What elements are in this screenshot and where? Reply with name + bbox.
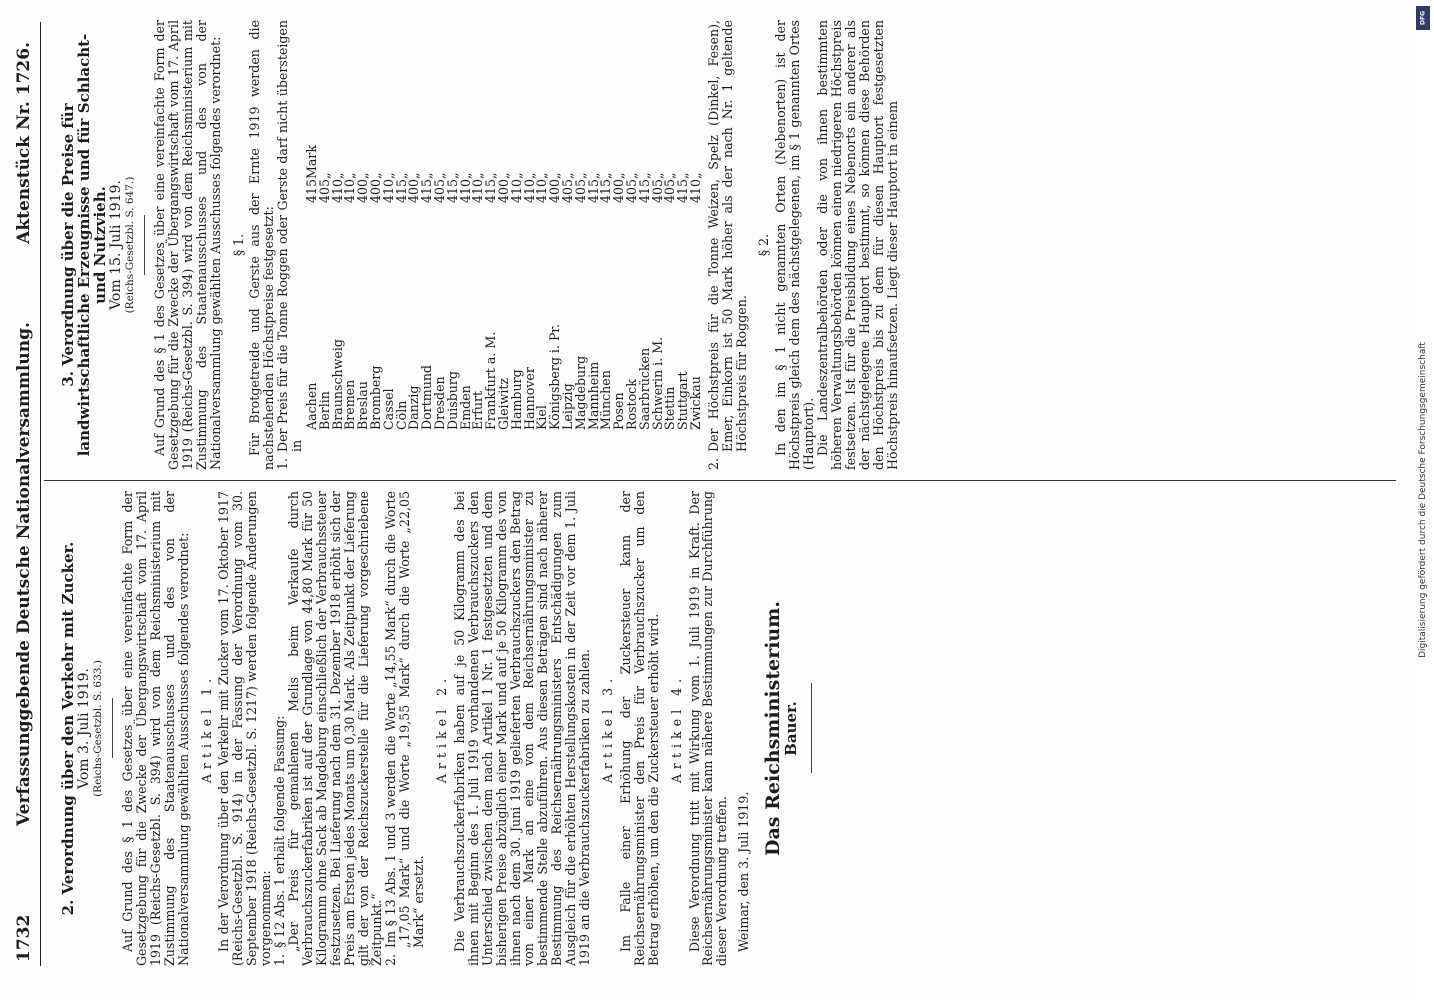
header-title: Verfassunggebende Deutsche Nationalversammlung. — [14, 322, 34, 826]
price-unit: „ — [444, 172, 460, 179]
article-1-heading: Artikel 1. — [198, 673, 214, 784]
right-column — [46, 20, 1396, 470]
section-2-heading: § 2. — [756, 233, 772, 257]
right-title: 3. Verordnung über die Preise für landwirtschaftliche Erzeugnisse und für Schlacht- und Nutzvieh. — [59, 33, 109, 457]
article-3-heading: Artikel 3. — [600, 673, 615, 784]
price-unit: „ — [675, 172, 691, 179]
digitization-text: Digitalisierung gefördert durch die Deutsche Forschungsgemeinschaft — [1418, 342, 1428, 658]
city-price: 400 — [547, 179, 563, 204]
ministry-title: Das Reichsministerium. — [762, 601, 785, 856]
city-price: 400 — [355, 179, 371, 204]
price-unit: „ — [560, 172, 575, 179]
price-unit: „ — [636, 172, 652, 179]
city-name: Emden — [457, 385, 473, 430]
price-unit: „ — [342, 172, 358, 179]
item-text: Im § 13 Abs. 1 und 3 werden die Worte „14,55 Mark“ durch die Worte „17,05 Mark“ und die Worte „19,55 Mark“ durch die Worte „22,05 Mark“ ersetzt. — [383, 491, 427, 948]
column-divider — [44, 480, 1396, 481]
city-price: 400 — [611, 179, 627, 204]
right-reference: (Reichs-Gesetzbl. S. 647.) — [124, 176, 136, 314]
city-price: 410 — [329, 179, 345, 204]
price-unit: „ — [598, 172, 614, 179]
city-name: Cöln — [393, 400, 409, 430]
city-price: 400 — [368, 179, 384, 204]
city-name: Königsberg i. Pr. — [547, 323, 563, 430]
rotated-page-content — [4, 8, 1404, 988]
divider — [112, 699, 113, 759]
city-price: 405 — [572, 179, 588, 204]
price-unit: „ — [419, 172, 435, 179]
city-price: 405 — [316, 179, 332, 204]
city-price: 410 — [457, 179, 473, 204]
city-name: Hannover — [521, 367, 537, 430]
city-price: 410 — [342, 179, 358, 204]
city-name: Rostock — [623, 379, 639, 430]
left-column — [46, 491, 1396, 966]
city-price: 400 — [406, 179, 422, 204]
article-4-text: Diese Verordnung tritt mit Wirkung vom 1. Juli 1919 in Kraft. Der Reichsernährungsminister kann nähere Bestimmungen zur Durchführung dieser Verordnung treffen. — [686, 491, 730, 966]
city-name: Frankfurt a. M. — [483, 331, 499, 430]
city-price: 415 — [419, 179, 435, 204]
divider — [144, 215, 145, 275]
left-intro: Auf Grund des § 1 des Gesetzes über eine vereinfachte Form der Gesetzgebung für die Zwecke der Übergangswirtschaft vom 17. April 1919 (Reichs-Gesetzbl. S. 394) wird von dem Reichsministerium mit Zustimmung des Staatenausschusses und des von der Nationalversammlung gewählten Ausschusses folgendes verordnet: — [120, 491, 191, 966]
city-name: Kiel — [534, 405, 550, 430]
city-price: 415 — [675, 179, 691, 204]
city-price: 410 — [534, 179, 550, 204]
price-unit: „ — [380, 172, 396, 179]
digitization-note — [1408, 0, 1434, 1000]
page-header — [16, 22, 41, 966]
city-name: Leipzig — [560, 383, 575, 430]
left-date: Vom 3. Juli 1919. — [76, 668, 92, 789]
item-number: 2. — [705, 457, 721, 470]
aktenstueck-number: Aktenstück Nr. 1726. — [14, 42, 34, 244]
scanned-page — [1, 1, 1410, 998]
right-date: Vom 15. Juli 1919. — [108, 180, 124, 310]
price-unit: „ — [611, 172, 627, 179]
city-name: Dresden — [432, 376, 448, 430]
city-price: 415 — [304, 179, 320, 204]
city-price: 415 — [636, 179, 652, 204]
city-name: Schwerin i. M. — [649, 336, 665, 430]
city-name: Hamburg — [508, 369, 524, 430]
article-1-item-1 — [273, 491, 287, 966]
left-reference: (Reichs-Gesetzbl. S. 633.) — [92, 660, 104, 797]
section-2-text-1: In den im § 1 nicht genannten Orten (Nebenorten) ist der Höchstpreis gleich dem des nächstgelegenen, im § 1 genannten Ortes (Hauptort). — [773, 20, 817, 470]
article-2-text: Die Verbrauchszuckerfabriken haben auf je 50 Kilogramm des bei ihnen mit Beginn des 1. Juli 1919 vorhandenen Verbrauchszuckers den Unterschied zwischen dem nach Artikel 1 Nr. 1 festgesetzten und dem bisherigen Preise abzüglich einer Mark und auf je 50 Kilogramm des von ihnen nach dem 30. Juni 1919 gelieferten Verbrauchszuckers den Betrag von einer Mark an eine von dem Reichsernährungsminister zu bestimmende Stelle abzuführen. Aus diesen Beträgen sind nach näherer Bestimmung des Reichsernährungsministers Entschädigungen zum Ausgleich für die erhöhten Herstellungskosten in der Zeit vor dem 1. Juli 1919 an die Verbrauchszuckerfabriken zu zahlen. — [451, 491, 593, 966]
city-name: Dortmund — [419, 365, 435, 430]
price-unit: „ — [470, 172, 486, 179]
city-name: Stettin — [662, 386, 678, 430]
article-1-item-2 — [384, 491, 426, 966]
price-unit: „ — [457, 172, 473, 179]
price-unit: Mark — [304, 144, 320, 179]
page-number: 1732 — [14, 914, 34, 962]
city-name: Bromberg — [368, 365, 384, 430]
city-price: 410 — [521, 179, 537, 204]
city-name: Bremen — [342, 379, 358, 430]
city-price: 415 — [585, 179, 601, 204]
article-1-quote: „Der Preis für gemahlenen Melis beim Verkaufe durch Verbrauchszuckerfabriken ist auf der Grundlage von 44,80 Mark für 50 Kilogramm ohne Sack ab Magdeburg einschließlich der Verbrauchssteuer festzusetzen. Bei Lieferung nach dem 31. Dezember 1918 erhöht sich der Preis am Ersten jedes Monats um 0,30 Mark. Als Zeitpunkt der Lieferung gilt der von der Reichszuckerstelle für die Lieferung vorgeschriebene Zeitpunkt.“ — [285, 491, 385, 966]
city-price: 405 — [662, 179, 678, 204]
city-price: 410 — [508, 179, 524, 204]
price-unit: „ — [406, 172, 422, 179]
price-unit: „ — [368, 172, 384, 179]
price-table — [306, 145, 703, 430]
city-price: 400 — [496, 179, 512, 204]
city-name: Danzig — [406, 385, 422, 430]
city-price: 405 — [560, 179, 575, 204]
city-name: Magdeburg — [572, 355, 588, 430]
item-text: § 12 Abs. 1 erhält folgende Fassung: — [272, 715, 288, 948]
city-name: Berlin — [316, 391, 332, 430]
section-1-heading: § 1. — [230, 233, 246, 257]
price-unit: „ — [355, 172, 371, 179]
city-name: Duisburg — [444, 371, 460, 430]
price-unit: „ — [572, 172, 588, 179]
left-title: 2. Verordnung über den Verkehr mit Zucker. — [59, 541, 77, 916]
city-price: 410 — [380, 179, 396, 204]
article-3-text: Im Falle einer Erhöhung der Zuckersteuer kann der Reichsernährungsminister den Preis für Verbrauchszucker um den Betrag erhöhen, um den die Zuckersteuer erhöht wird. — [617, 491, 661, 966]
price-unit: „ — [662, 172, 678, 179]
price-unit: „ — [534, 172, 550, 179]
city-name: Braunschweig — [329, 339, 345, 430]
item-number: 2. — [383, 953, 399, 966]
city-name: Gleiwitz — [496, 377, 512, 430]
city-name: Mannheim — [585, 361, 601, 430]
city-name: Aachen — [304, 382, 320, 430]
article-4-heading: Artikel 4. — [668, 673, 684, 784]
city-price: 405 — [623, 179, 639, 204]
city-name: Cassel — [380, 388, 396, 430]
price-unit: „ — [329, 172, 345, 179]
price-unit: „ — [508, 172, 524, 179]
section-2-text-2: Die Landeszentralbehörden oder die von ihnen bestimmten höheren Verwaltungsbehörden können einen niedrigeren Höchstpreis festsetzen. Ist für die Preisbildung eines Nebenorts ein anderer als der nächstgelegene Hauptort bestimmt, so können diese Behörden den Höchstpreis bis zu dem für diesen Hauptort festgesetzten Höchstpreis hinaufsetzen. Liegt dieser Hauptort in einem — [815, 20, 900, 470]
section-1-item-1 — [276, 20, 304, 470]
price-unit: „ — [623, 172, 639, 179]
price-unit: „ — [547, 172, 563, 179]
price-unit: „ — [316, 172, 332, 179]
price-unit: „ — [585, 172, 601, 179]
city-price: 410 — [687, 179, 703, 204]
price-unit: „ — [393, 172, 409, 179]
city-name: Zwickau — [687, 376, 703, 430]
price-unit: „ — [496, 172, 512, 179]
place-date: Weimar, den 3. Juli 1919. — [736, 791, 752, 952]
city-name: Stuttgart — [675, 371, 691, 430]
item-text: Der Höchstpreis für die Tonne Weizen, Spelz (Dinkel, Fesen), Emer, Einkorn ist 50 Mark höher als der nach Nr. 1 geltende Höchstpreis für Roggen. — [705, 20, 749, 452]
city-name: Erfurt — [470, 390, 486, 430]
section-1-text: Für Brotgetreide und Gerste aus der Ernte 1919 werden die nachstehenden Höchstpreise festgesetzt: — [247, 20, 277, 470]
city-name: Breslau — [355, 381, 371, 430]
price-unit: „ — [649, 172, 665, 179]
price-unit: „ — [521, 172, 537, 179]
city-price: 415 — [483, 179, 499, 204]
price-unit: „ — [483, 172, 499, 179]
item-number: 1. — [272, 953, 288, 966]
city-price: 415 — [444, 179, 460, 204]
dfg-logo-text: DFG — [1419, 10, 1427, 26]
price-unit: „ — [687, 172, 703, 179]
article-1-text: In der Verordnung über den Verkehr mit Zucker vom 17. Oktober 1917 (Reichs-Gesetzbl. S. 914) in der Fassung der Verordnung vom 30. September 1918 (Reichs-Gesetzbl. S. 1217) werden folgende Änderungen vorgenommen: — [216, 491, 274, 966]
price-table-body — [306, 145, 703, 430]
city-name: Saarbrücken — [636, 347, 652, 430]
city-name: Posen — [611, 392, 627, 430]
item-text: Der Preis für die Tonne Roggen oder Gerste darf nicht übersteigen in — [275, 20, 305, 452]
city-price: 405 — [432, 179, 448, 204]
article-2-heading: Artikel 2. — [434, 673, 450, 784]
end-rule — [811, 684, 812, 774]
city-price: 405 — [649, 179, 665, 204]
city-price: 410 — [470, 179, 486, 204]
signer-name: Bauer. — [782, 701, 801, 756]
section-1-item-2 — [707, 20, 749, 470]
city-price: 415 — [598, 179, 614, 204]
price-unit: „ — [432, 172, 448, 179]
right-intro: Auf Grund des § 1 des Gesetzes über eine vereinfachte Form der Gesetzgebung für die Zwecke der Übergangswirtschaft vom 17. April 1919 (Reichs-Gesetzbl. S. 394) wird von dem Reichsministerium mit Zustimmung des Staatenausschusses und des von der Nationalversammlung gewählten Ausschusses folgendes verordnet: — [152, 20, 223, 470]
price-row — [690, 145, 703, 430]
item-number: 1. — [275, 457, 291, 470]
city-name: München — [598, 370, 614, 430]
dfg-logo — [1416, 6, 1430, 30]
city-price: 415 — [393, 179, 409, 204]
